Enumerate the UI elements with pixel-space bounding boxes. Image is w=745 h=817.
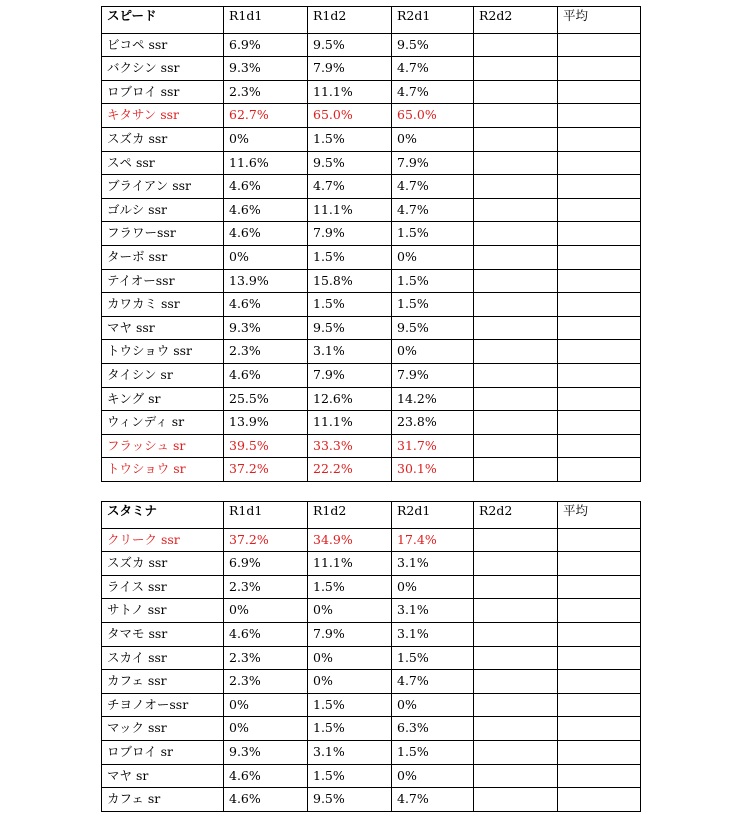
- value-cell: 3.1%: [308, 340, 392, 364]
- value-cell: 4.7%: [308, 175, 392, 199]
- value-cell: [558, 293, 641, 317]
- value-cell: [558, 599, 641, 623]
- value-cell: 1.5%: [308, 245, 392, 269]
- value-cell: [474, 717, 558, 741]
- table-row: [102, 316, 641, 340]
- value-cell: 6.9%: [224, 33, 308, 57]
- value-cell: 13.9%: [224, 411, 308, 435]
- card-name-cell: タイシン sr: [102, 363, 224, 387]
- value-cell: 0%: [224, 693, 308, 717]
- value-cell: [474, 293, 558, 317]
- speed-table-body: [102, 7, 641, 482]
- value-cell: 4.7%: [392, 80, 474, 104]
- stamina-header-row: [102, 502, 641, 529]
- value-cell: 39.5%: [224, 434, 308, 458]
- value-cell: [558, 764, 641, 788]
- value-cell: 22.2%: [308, 458, 392, 482]
- value-cell: [558, 387, 641, 411]
- value-cell: [558, 552, 641, 576]
- value-cell: 34.9%: [308, 528, 392, 552]
- card-name-cell: ブライアン ssr: [102, 175, 224, 199]
- value-cell: 0%: [224, 127, 308, 151]
- value-cell: 11.1%: [308, 80, 392, 104]
- card-name-cell: ロブロイ sr: [102, 740, 224, 764]
- table-row: [102, 293, 641, 317]
- value-cell: [474, 528, 558, 552]
- value-cell: 15.8%: [308, 269, 392, 293]
- value-cell: 23.8%: [392, 411, 474, 435]
- value-cell: 13.9%: [224, 269, 308, 293]
- value-cell: [474, 127, 558, 151]
- value-cell: 4.7%: [392, 788, 474, 812]
- value-cell: 30.1%: [392, 458, 474, 482]
- value-cell: 2.3%: [224, 575, 308, 599]
- value-cell: 0%: [224, 717, 308, 741]
- value-cell: 62.7%: [224, 104, 308, 128]
- value-cell: [474, 387, 558, 411]
- table-row: [102, 175, 641, 199]
- value-cell: [474, 222, 558, 246]
- value-cell: [558, 717, 641, 741]
- table-row: [102, 80, 641, 104]
- table-row: [102, 552, 641, 576]
- value-cell: 0%: [392, 575, 474, 599]
- card-name-cell: マヤ sr: [102, 764, 224, 788]
- value-cell: 0%: [392, 127, 474, 151]
- value-cell: [474, 316, 558, 340]
- card-name-cell: ライス ssr: [102, 575, 224, 599]
- value-cell: [558, 245, 641, 269]
- table-row: [102, 245, 641, 269]
- value-cell: 33.3%: [308, 434, 392, 458]
- value-cell: [474, 670, 558, 694]
- card-name-cell: テイオーssr: [102, 269, 224, 293]
- value-cell: [474, 340, 558, 364]
- value-cell: 0%: [392, 693, 474, 717]
- value-cell: 7.9%: [308, 622, 392, 646]
- column-header: 平均: [558, 7, 641, 34]
- card-name-cell: マック ssr: [102, 717, 224, 741]
- value-cell: 7.9%: [308, 222, 392, 246]
- value-cell: 4.6%: [224, 622, 308, 646]
- value-cell: 1.5%: [308, 293, 392, 317]
- value-cell: 2.3%: [224, 80, 308, 104]
- value-cell: 3.1%: [392, 622, 474, 646]
- value-cell: [474, 434, 558, 458]
- value-cell: [474, 764, 558, 788]
- card-name-cell: カフェ sr: [102, 788, 224, 812]
- card-name-cell: スズカ ssr: [102, 552, 224, 576]
- value-cell: 4.7%: [392, 57, 474, 81]
- value-cell: 7.9%: [308, 363, 392, 387]
- value-cell: [474, 151, 558, 175]
- value-cell: [558, 788, 641, 812]
- value-cell: 65.0%: [392, 104, 474, 128]
- value-cell: [474, 693, 558, 717]
- value-cell: [474, 33, 558, 57]
- value-cell: 7.9%: [308, 57, 392, 81]
- value-cell: [558, 151, 641, 175]
- table-row: [102, 764, 641, 788]
- table-row: [102, 57, 641, 81]
- value-cell: 4.6%: [224, 363, 308, 387]
- value-cell: 9.3%: [224, 57, 308, 81]
- table-row: [102, 693, 641, 717]
- value-cell: [558, 269, 641, 293]
- table-row: [102, 104, 641, 128]
- value-cell: 1.5%: [392, 646, 474, 670]
- value-cell: 9.5%: [308, 33, 392, 57]
- table-row: [102, 528, 641, 552]
- card-name-cell: カワカミ ssr: [102, 293, 224, 317]
- value-cell: 9.5%: [308, 316, 392, 340]
- value-cell: 1.5%: [308, 717, 392, 741]
- value-cell: [558, 57, 641, 81]
- value-cell: 1.5%: [392, 222, 474, 246]
- value-cell: [558, 575, 641, 599]
- table-row: [102, 646, 641, 670]
- speed-header-row: [102, 7, 641, 34]
- table-row: [102, 599, 641, 623]
- column-header: R2d2: [474, 502, 558, 529]
- table-row: [102, 717, 641, 741]
- column-header: R1d1: [224, 502, 308, 529]
- value-cell: 7.9%: [392, 363, 474, 387]
- value-cell: 0%: [308, 646, 392, 670]
- value-cell: [558, 458, 641, 482]
- value-cell: 4.6%: [224, 222, 308, 246]
- value-cell: 4.6%: [224, 788, 308, 812]
- stamina-section-title: スタミナ: [102, 502, 224, 529]
- table-row: [102, 363, 641, 387]
- value-cell: 17.4%: [392, 528, 474, 552]
- value-cell: [474, 552, 558, 576]
- value-cell: 3.1%: [308, 740, 392, 764]
- value-cell: [474, 575, 558, 599]
- value-cell: [558, 740, 641, 764]
- value-cell: 14.2%: [392, 387, 474, 411]
- value-cell: [474, 80, 558, 104]
- value-cell: [474, 411, 558, 435]
- value-cell: 4.6%: [224, 764, 308, 788]
- stamina-table-body: [102, 502, 641, 812]
- value-cell: 9.5%: [392, 33, 474, 57]
- value-cell: [474, 599, 558, 623]
- table-row: [102, 269, 641, 293]
- value-cell: [474, 788, 558, 812]
- value-cell: [558, 33, 641, 57]
- value-cell: 37.2%: [224, 458, 308, 482]
- value-cell: 1.5%: [392, 269, 474, 293]
- value-cell: [474, 622, 558, 646]
- value-cell: 12.6%: [308, 387, 392, 411]
- value-cell: 0%: [392, 340, 474, 364]
- table-row: [102, 387, 641, 411]
- value-cell: [558, 175, 641, 199]
- table-row: [102, 411, 641, 435]
- value-cell: 3.1%: [392, 552, 474, 576]
- card-name-cell: スズカ ssr: [102, 127, 224, 151]
- card-name-cell: スカイ ssr: [102, 646, 224, 670]
- value-cell: 0%: [224, 245, 308, 269]
- value-cell: [558, 670, 641, 694]
- speed-section-title: スピード: [102, 7, 224, 34]
- card-name-cell: タマモ ssr: [102, 622, 224, 646]
- table-row: [102, 151, 641, 175]
- value-cell: 1.5%: [308, 693, 392, 717]
- value-cell: 9.5%: [308, 788, 392, 812]
- value-cell: [558, 316, 641, 340]
- value-cell: [474, 104, 558, 128]
- value-cell: 3.1%: [392, 599, 474, 623]
- card-name-cell: マヤ ssr: [102, 316, 224, 340]
- value-cell: 4.7%: [392, 198, 474, 222]
- value-cell: [558, 622, 641, 646]
- column-header: 平均: [558, 502, 641, 529]
- table-row: [102, 434, 641, 458]
- value-cell: 2.3%: [224, 340, 308, 364]
- value-cell: 1.5%: [392, 740, 474, 764]
- value-cell: [558, 127, 641, 151]
- value-cell: 6.3%: [392, 717, 474, 741]
- table-row: [102, 222, 641, 246]
- value-cell: [558, 198, 641, 222]
- speed-table: [101, 6, 641, 482]
- column-header: R2d2: [474, 7, 558, 34]
- table-row: [102, 575, 641, 599]
- value-cell: 0%: [308, 599, 392, 623]
- card-name-cell: バクシン ssr: [102, 57, 224, 81]
- value-cell: 1.5%: [308, 764, 392, 788]
- value-cell: 4.6%: [224, 293, 308, 317]
- value-cell: 65.0%: [308, 104, 392, 128]
- table-row: [102, 788, 641, 812]
- value-cell: 37.2%: [224, 528, 308, 552]
- value-cell: [474, 458, 558, 482]
- value-cell: 9.5%: [392, 316, 474, 340]
- value-cell: [558, 528, 641, 552]
- value-cell: [474, 269, 558, 293]
- value-cell: [474, 740, 558, 764]
- stamina-table: [101, 501, 641, 812]
- table-row: [102, 33, 641, 57]
- value-cell: [474, 57, 558, 81]
- value-cell: [558, 80, 641, 104]
- card-name-cell: ビコペ ssr: [102, 33, 224, 57]
- column-header: R2d1: [392, 502, 474, 529]
- card-name-cell: トウショウ sr: [102, 458, 224, 482]
- card-name-cell: カフェ ssr: [102, 670, 224, 694]
- value-cell: 4.7%: [392, 175, 474, 199]
- value-cell: [558, 340, 641, 364]
- card-name-cell: ゴルシ ssr: [102, 198, 224, 222]
- value-cell: [558, 411, 641, 435]
- column-header: R2d1: [392, 7, 474, 34]
- value-cell: 4.7%: [392, 670, 474, 694]
- value-cell: [474, 245, 558, 269]
- value-cell: 0%: [308, 670, 392, 694]
- value-cell: [558, 222, 641, 246]
- value-cell: 4.6%: [224, 175, 308, 199]
- value-cell: [558, 646, 641, 670]
- value-cell: 2.3%: [224, 670, 308, 694]
- table-row: [102, 458, 641, 482]
- value-cell: 9.3%: [224, 740, 308, 764]
- card-name-cell: フラッシュ sr: [102, 434, 224, 458]
- card-name-cell: フラワーssr: [102, 222, 224, 246]
- card-name-cell: キタサン ssr: [102, 104, 224, 128]
- value-cell: 6.9%: [224, 552, 308, 576]
- column-header: R1d1: [224, 7, 308, 34]
- value-cell: [474, 363, 558, 387]
- value-cell: 11.1%: [308, 552, 392, 576]
- value-cell: 0%: [392, 245, 474, 269]
- value-cell: 11.1%: [308, 198, 392, 222]
- table-row: [102, 740, 641, 764]
- value-cell: 11.6%: [224, 151, 308, 175]
- card-name-cell: クリーク ssr: [102, 528, 224, 552]
- table-row: [102, 127, 641, 151]
- value-cell: 0%: [224, 599, 308, 623]
- card-name-cell: キング sr: [102, 387, 224, 411]
- value-cell: 9.5%: [308, 151, 392, 175]
- card-name-cell: チヨノオーssr: [102, 693, 224, 717]
- value-cell: [474, 175, 558, 199]
- column-header: R1d2: [308, 7, 392, 34]
- value-cell: [558, 434, 641, 458]
- value-cell: 1.5%: [308, 127, 392, 151]
- table-row: [102, 670, 641, 694]
- card-name-cell: ターボ ssr: [102, 245, 224, 269]
- card-name-cell: サトノ ssr: [102, 599, 224, 623]
- value-cell: 0%: [392, 764, 474, 788]
- value-cell: [558, 104, 641, 128]
- table-row: [102, 340, 641, 364]
- value-cell: 11.1%: [308, 411, 392, 435]
- card-name-cell: トウショウ ssr: [102, 340, 224, 364]
- value-cell: [474, 198, 558, 222]
- value-cell: 1.5%: [392, 293, 474, 317]
- table-row: [102, 198, 641, 222]
- value-cell: [558, 363, 641, 387]
- card-name-cell: ロブロイ ssr: [102, 80, 224, 104]
- value-cell: [474, 646, 558, 670]
- value-cell: 4.6%: [224, 198, 308, 222]
- card-name-cell: スペ ssr: [102, 151, 224, 175]
- value-cell: 9.3%: [224, 316, 308, 340]
- value-cell: 31.7%: [392, 434, 474, 458]
- card-name-cell: ウィンディ sr: [102, 411, 224, 435]
- value-cell: 25.5%: [224, 387, 308, 411]
- value-cell: 2.3%: [224, 646, 308, 670]
- value-cell: [558, 693, 641, 717]
- value-cell: 1.5%: [308, 575, 392, 599]
- value-cell: 7.9%: [392, 151, 474, 175]
- table-row: [102, 622, 641, 646]
- column-header: R1d2: [308, 502, 392, 529]
